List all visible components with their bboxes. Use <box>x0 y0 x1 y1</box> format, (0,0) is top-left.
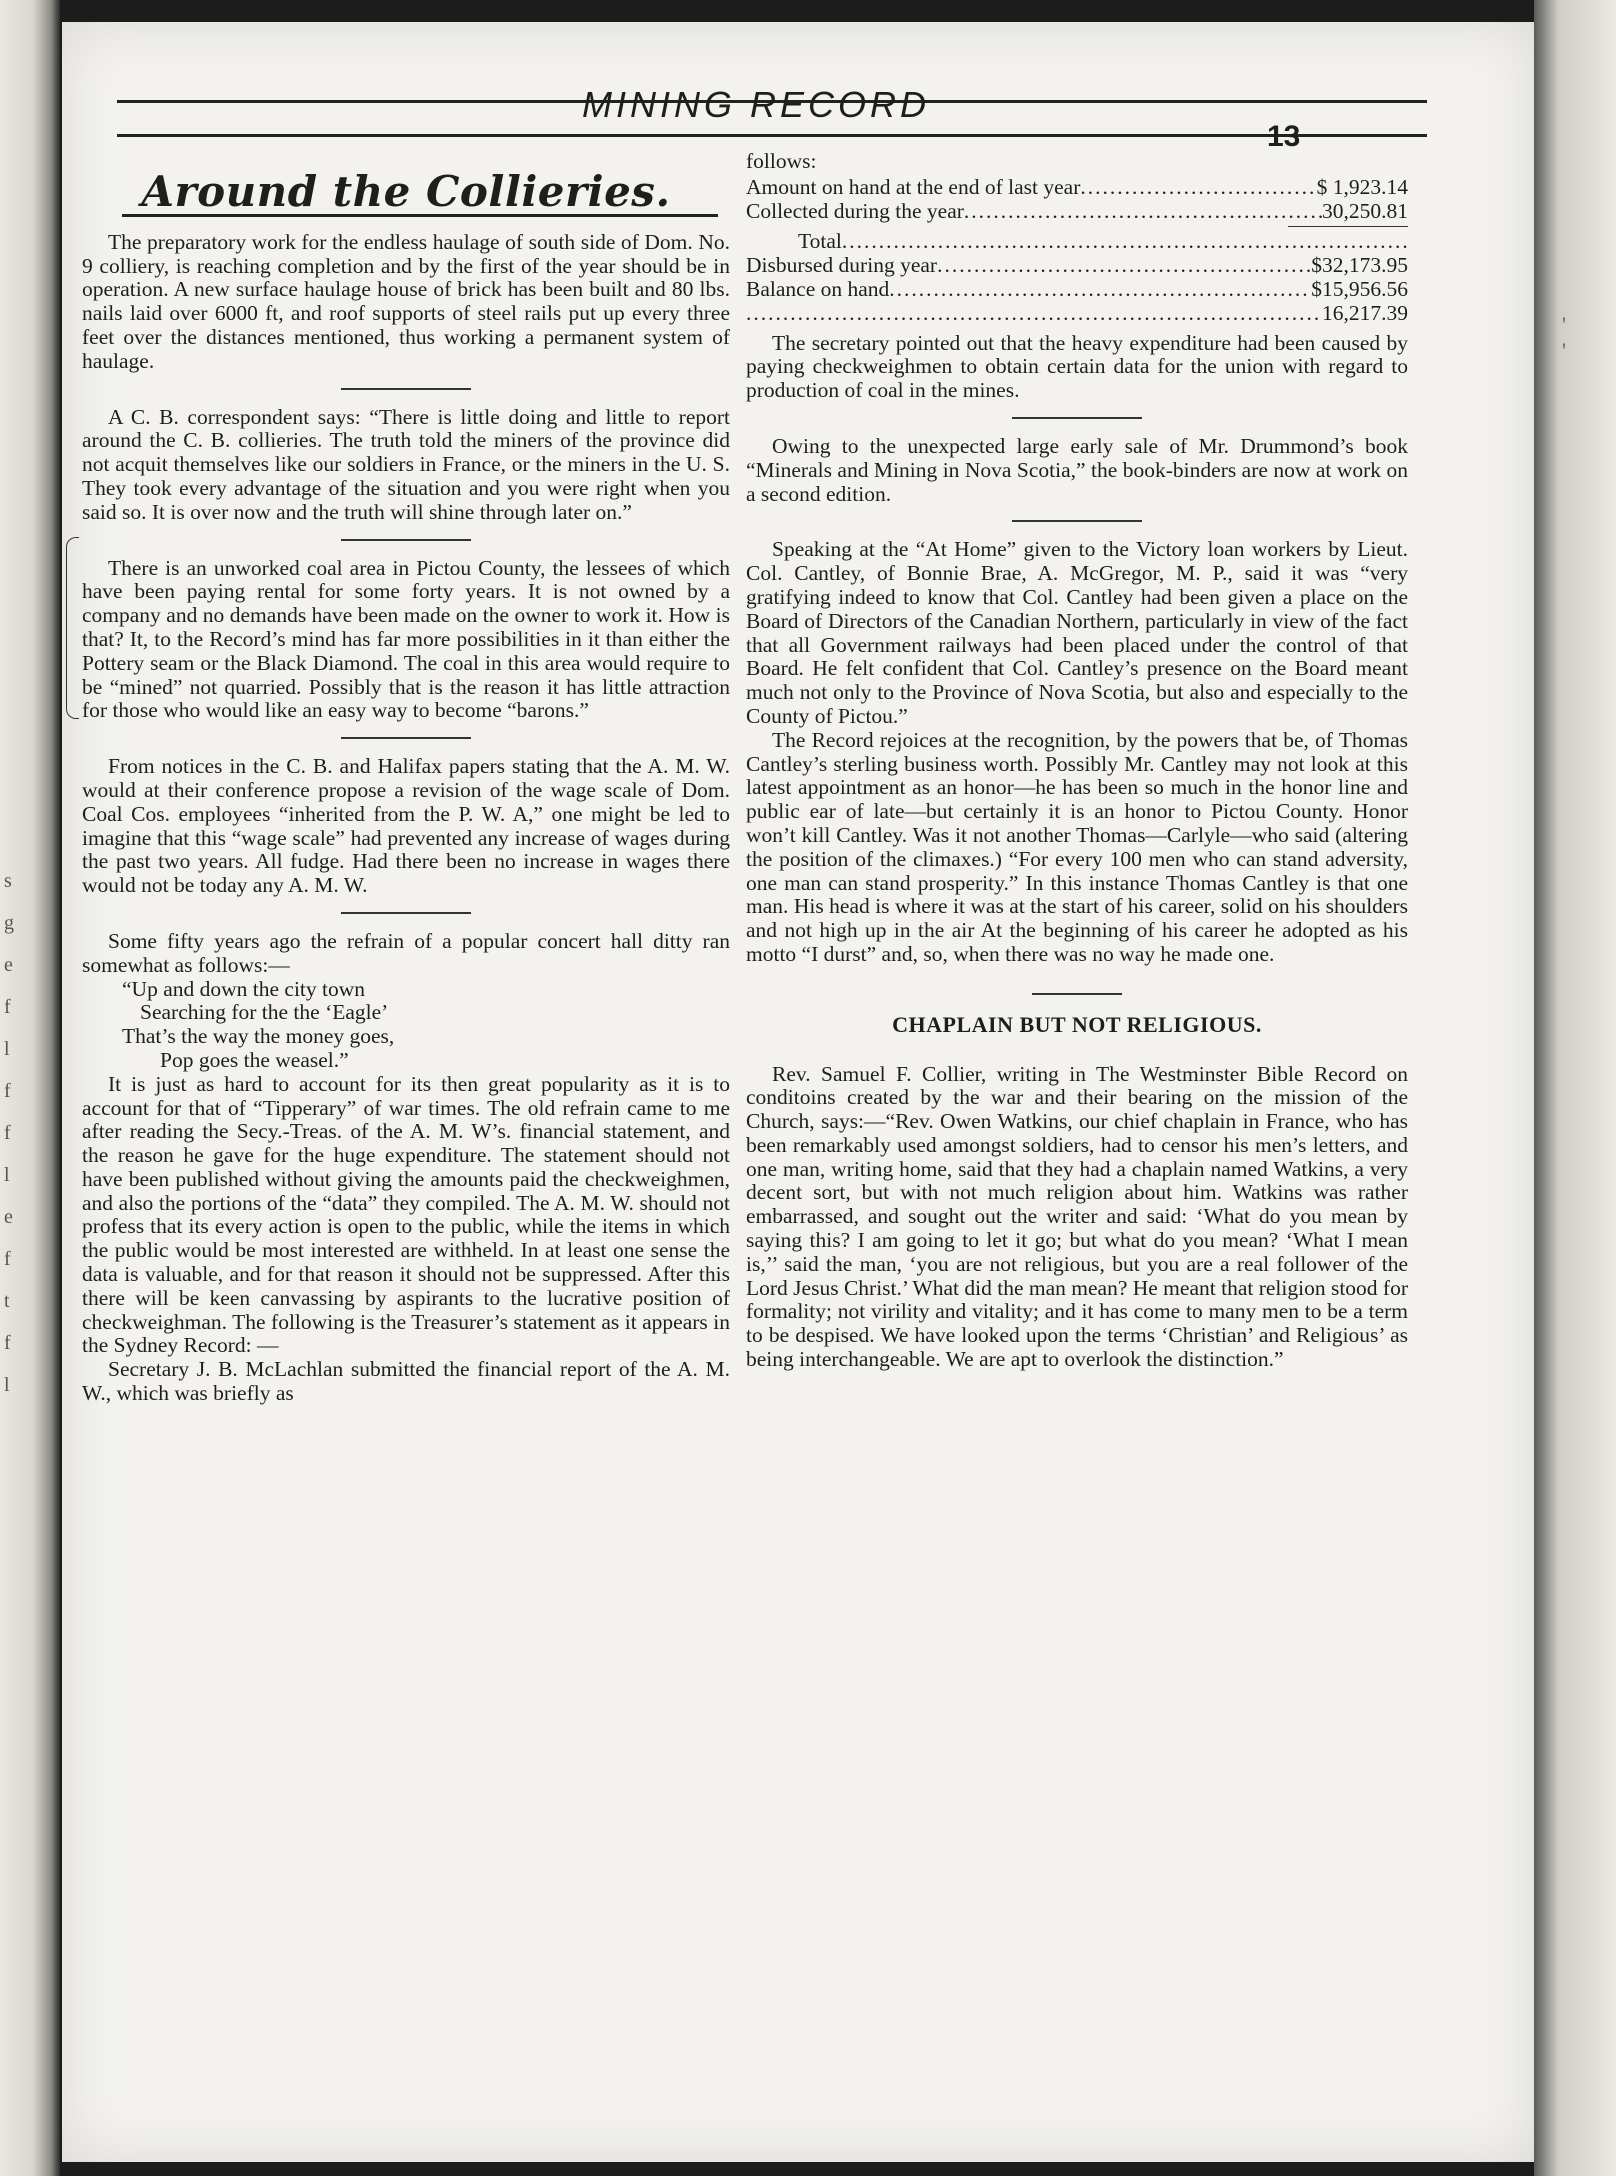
article-paragraph: A C. B. correspondent says: “There is little doing and little to report around the C. B. collieries. The truth told the miners of the province did not acquit themselves like our soldiers in France, or the miners in the U. S. They took every advantage of the situation and you were right when you said so. It is over now and the truth will shine through later on.” <box>82 404 730 524</box>
right-column <box>746 150 1408 1372</box>
article-paragraph: Speaking at the “At Home” given to the Victory loan workers by Lieut. Col. Cantley, of Bonnie Brae, A. McGregor, M. P., said it was “very gratifying indeed to know that Col. Cantley had been given a place on the Board of Directors of the Canadian Northern, particularly in view of the fact that all Government railways had been placed under the control of that Board. He felt confident that Col. Cantley’s presence on the Board meant much not only to the Province of Nova Scotia, but also and especially to the County of Pictou.” <box>746 537 1408 728</box>
statement-label: Disbursed during year <box>746 253 938 278</box>
masthead: MINING RECORD <box>582 84 930 125</box>
leader-dots <box>746 302 1322 326</box>
header-rule-bottom <box>117 134 1427 137</box>
statement-row <box>746 176 1408 200</box>
song-quote <box>82 978 730 1073</box>
statement-label: Total <box>798 229 842 254</box>
article-paragraph: Rev. Samuel F. Collier, writing in The Westminster Bible Record on conditoins created by the war and their bearing on the mission of the Church, says:—“Rev. Owen Watkins, our chief chaplain in France, who has been remarkably used amongst soldiers, had to censor his men’s letters, and one man, writing home, said that they had a chaplain named Watkins, a very decent sort, but with not much religion about him. Watkins was rather embarrassed, and sought out the writer and said: ‘What do you mean by saying this? I am going to let it go; but what do you mean? ‘What I mean is,’’ said the man, ‘you are not religious, but you are a real follower of the Lord Jesus Christ.’ What did the man mean? He meant that religion stood for formality; not virility and vitality; and it has come to many men to be a term to be despised. We have looked upon the terms ‘Christian’ and Religious’ as being interchangeable. We are apt to overlook the distinction.” <box>746 1061 1408 1372</box>
article-paragraph: From notices in the C. B. and Halifax papers stating that the A. M. W. would at their conference propose a revision of the wage scale of Dom. Coal Cos. employees “inherited from the P. W. A,” one might be led to imagine that this “wage scale” had prevented any increase of wages during the past two years. All fudge. Had there been no increase in wages there would not be today any A. M. W. <box>82 754 730 898</box>
handwritten-bracket <box>66 537 79 719</box>
article-paragraph: Secretary J. B. McLachlan submitted the financial report of the A. M. W., which was briefly as <box>82 1357 730 1406</box>
separator-rule <box>341 388 471 390</box>
book-edge-right <box>1534 0 1616 2176</box>
separator-rule <box>1032 993 1122 995</box>
leader-dots <box>889 278 1311 302</box>
magazine-page <box>62 22 1574 2162</box>
article-paragraph: The preparatory work for the endless haulage of south side of Dom. No. 9 colliery, is reaching completion and by the first of the year should be in operation. A new surface haulage house of brick has been built and 80 lbs. nails laid over 6000 ft, and roof supports of steel rails put up every three feet over the distances mentioned, thus working a permanent system of haulage. <box>82 229 730 373</box>
statement-row <box>746 302 1408 326</box>
continued-text: follows: <box>746 149 817 173</box>
article-paragraph: The Record rejoices at the recognition, by the powers that be, of Thomas Cantley’s sterling business worth. Possibly Mr. Cantley may not look at this latest appointment as an honor—he has been so much in the honor line and public ear of late—but certainly it is an honor to Pictou County. Honor won’t kill Cantley. Was it not another Thomas—Carlyle—who said (altering the position of the climaxes.) “For every 100 men who can stand adversity, one man can stand prosperity.” In this instance Thomas Cantley is that one man. His head is where it was at the start of his career, solid on his shoulders and not high up in the air At the beginning of his career he adopted as his motto “I durst” and, so, when there was no way he made one. <box>746 727 1408 966</box>
statement-row <box>746 230 1408 254</box>
article-paragraph: Owing to the unexpected large early sale of Mr. Drummond’s book “Minerals and Mining in Nova Scotia,” the book-binders are now at work on a second edition. <box>746 433 1408 506</box>
leader-dots <box>842 230 1408 254</box>
page-number: 13 <box>1267 120 1301 153</box>
statement-amount: $15,956.56 <box>1311 276 1408 301</box>
financial-statement <box>746 176 1408 326</box>
song-line: “Up and down the city town <box>122 976 366 1001</box>
department-title: Around the Collieries. <box>141 167 671 216</box>
leader-dots <box>1080 176 1316 200</box>
leader-dots <box>964 200 1322 224</box>
separator-rule <box>1012 520 1142 522</box>
edge-mark: ' ' <box>1562 312 1574 363</box>
song-line: That’s the way the money goes, <box>122 1024 395 1049</box>
article-paragraph: Some fifty years ago the refrain of a popular concert hall ditty ran somewhat as follows:— <box>82 928 730 977</box>
separator-rule <box>341 539 471 541</box>
article-paragraph: There is an unworked coal area in Pictou County, the lessees of which have been paying rental for some forty years. It is not owned by a company and no demands have been made on the owner to work it. How is that? It, to the Record’s mind has far more possibilities in it than either the Pottery seam or the Black Diamond. The coal in this area would require to be “mined” not quarried. Possibly that is the reason it has little attraction for those who would like an easy way to become “barons.” <box>82 555 730 723</box>
book-binding-left <box>0 0 60 2176</box>
leader-dots <box>937 254 1311 278</box>
statement-amount: $32,173.95 <box>1311 253 1408 278</box>
song-line: Searching for the the ‘Eagle’ <box>140 1000 389 1025</box>
separator-rule <box>1012 417 1142 419</box>
statement-amount: $ 1,923.14 <box>1316 174 1408 199</box>
statement-amount: 16,217.39 <box>1322 300 1408 325</box>
statement-label: Collected during the year <box>746 198 964 223</box>
statement-label: Amount on hand at the end of last year <box>746 174 1081 199</box>
article-paragraph: It is just as hard to account for its then great popularity as it is to account for that of “Tipperary” of war times. The old refrain came to me after reading the Secy.-Treas. of the A. M. W’s. financial statement, and the reason he gave for the huge expenditure. The statement should not have been published without giving the amounts paid the checkweighmen, and also the portions of the “data” they compiled. The A. M. W. should not profess that its every action is open to the public, while the items in which the public would be most interested are withheld. In at least one sense the data is valuable, and for that reason it should not be suppressed. After this there will be keen canvassing by aspirants to the lucrative position of checkweighman. The following is the Treasurer’s statement as it appears in the Sydney Record: — <box>82 1071 730 1358</box>
statement-row <box>746 254 1408 278</box>
statement-row <box>746 200 1408 224</box>
statement-row <box>746 278 1408 302</box>
statement-label: Balance on hand <box>746 276 890 301</box>
article-paragraph: The secretary pointed out that the heavy expenditure had been caused by paying checkweighmen to obtain certain data for the union with regard to production of coal in the mines. <box>746 330 1408 403</box>
binding-fragment-letters: s g e f l f f l e f t f l <box>4 870 14 1396</box>
song-line: Pop goes the weasel.” <box>160 1047 349 1072</box>
article-headline: CHAPLAIN BUT NOT RELIGIOUS. <box>892 1011 1262 1037</box>
statement-amount: 30,250.81 <box>1322 198 1408 223</box>
separator-rule <box>341 737 471 739</box>
sum-rule <box>1288 226 1408 227</box>
separator-rule <box>341 912 471 914</box>
left-column <box>82 167 730 1406</box>
